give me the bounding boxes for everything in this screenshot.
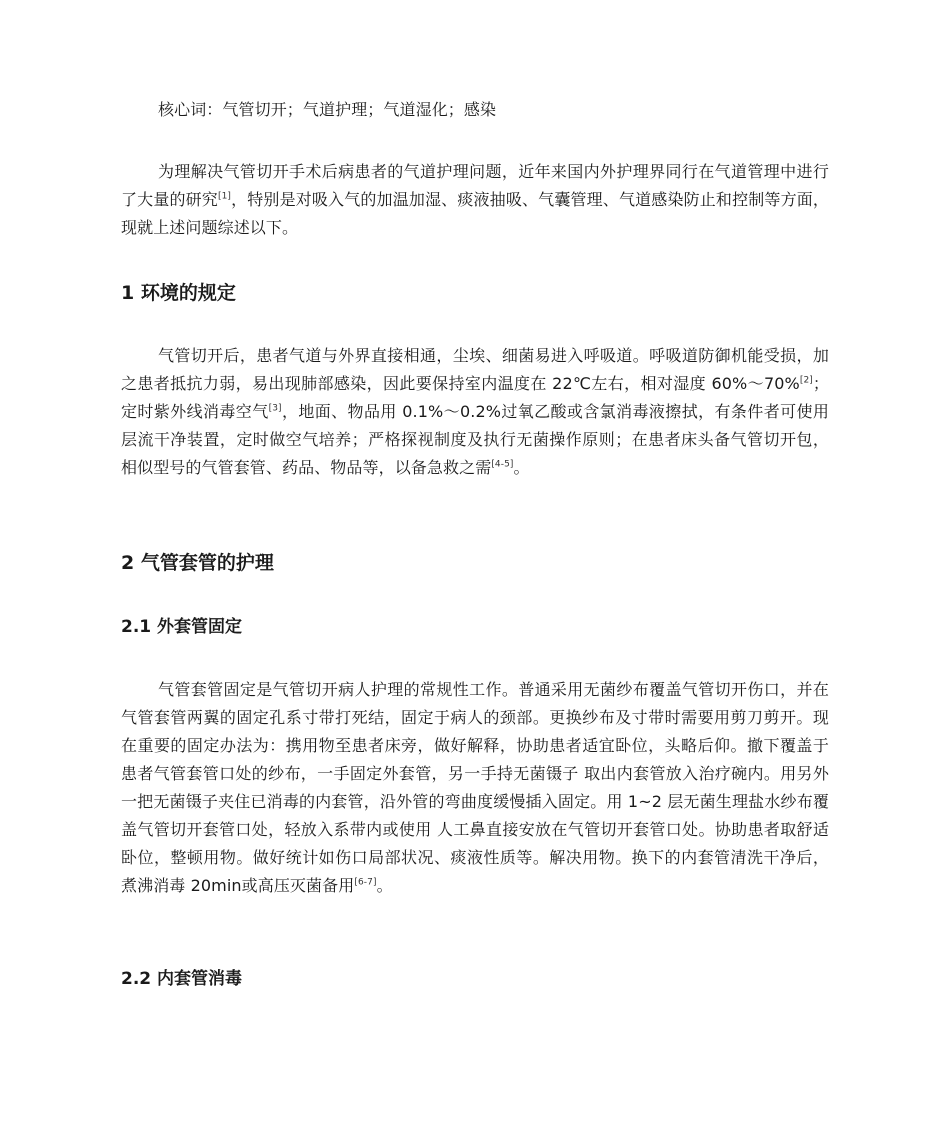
s21-text-a: 气管套管固定是气管切开病人护理的常规性工作。普通采用无菌纱布覆盖气管切开伤口，并在气管套管两翼的固定孔系寸带打死结，固定于病人的颈部。更换纱布及寸带时需要用剪刀剪开。现在重要的固定办法为：携用物至患者床旁，做好解释，协助患者适宜卧位，头略后仰。撤下覆盖于患者气管套管口处的纱布，一手固定外套管，另一手持无菌镊子 取出内套管放入治疗碗内。用另外一把无菌镊子夹住已消毒的内套管，沿外管的弯曲度缓慢插入固定。用 1~2 层无菌生理盐水纱布覆盖气管切开套管口处，轻放入系带内或使用 人工鼻直接安放在气管切开套管口处。协助患者取舒适卧位，整顿用物。做好统计如伤口局部状况、痰液性质等。解决用物。换下的内套管清洗干净后，煮沸消毒 20min或高压灭菌备用 [121,680,829,895]
subsection-heading: 2.1 外套管固定 [121,617,243,637]
keywords-line: 核心词：气管切开；气道护理；气道湿化；感染 [158,100,497,119]
citation-ref: [6-7] [354,877,377,888]
s1-text-d: 。 [513,458,530,477]
citation-ref: [4-5] [491,459,514,470]
subsection-2-2 [121,967,829,991]
intro-text-b: ，特别是对吸入气的加温加湿、痰液抽吸、气囊管理、气道感染防止和控制等方面，现就上述问题综述以下。 [121,190,829,237]
subsection-2-1 [121,615,829,639]
subsection-2-1-paragraph [121,676,829,900]
s1-text-c: ，地面、物品用 0.1%～0.2%过氧乙酸或含氯消毒液擦拭，有条件者可使用层流干净装置，定时做空气培养；严格探视制度及执行无菌操作原则；在患者床头备气管切开包，相似型号的气管套管、药品、物品等，以备急救之需 [121,402,829,477]
intro-block [121,158,829,242]
section-heading: 1 环境的规定 [121,282,236,304]
s21-text-b: 。 [376,876,393,895]
section-1-paragraph [121,342,829,482]
s1-text-b: ；定时紫外线消毒空气 [121,374,829,421]
section-1 [121,280,829,306]
citation-ref: [1] [217,191,232,202]
citation-ref: [3] [268,403,282,414]
section-2 [121,550,829,576]
s1-text-a: 气管切开后，患者气道与外界直接相通，尘埃、细菌易进入呼吸道。呼吸道防御机能受损，加之患者抵抗力弱，易出现肺部感染，因此要保持室内温度在 22℃左右，相对湿度 60%～70% [121,346,829,393]
section-heading: 2 气管套管的护理 [121,552,274,574]
keywords-block [121,96,829,124]
intro-text-a: 为理解决气管切开手术后病患者的气道护理问题，近年来国内外护理界同行在气道管理中进行了大量的研究 [121,162,829,209]
subsection-heading: 2.2 内套管消毒 [121,969,243,989]
intro-paragraph [121,158,829,242]
citation-ref: [2] [799,375,813,386]
section-1-body [121,342,829,482]
subsection-2-1-body [121,676,829,900]
